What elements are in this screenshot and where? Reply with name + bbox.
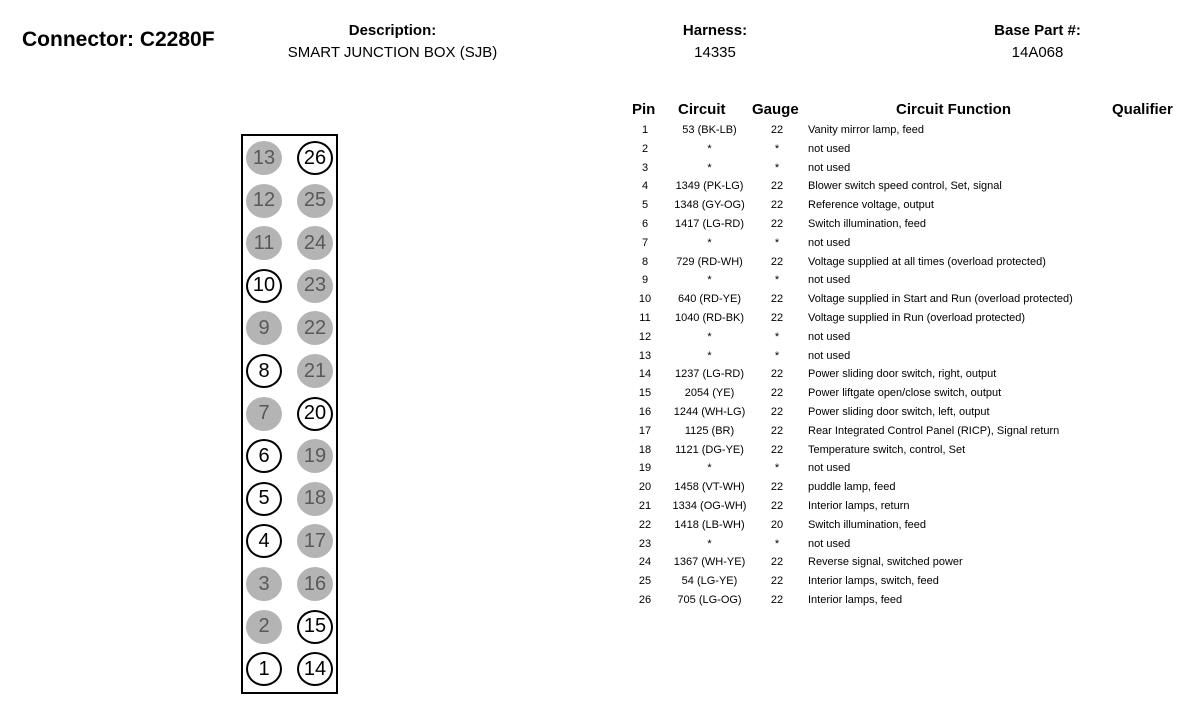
connector-pin-5: 5 [246,482,282,516]
row-21-wire-gauge: 22 [770,500,784,512]
description-value: SMART JUNCTION BOX (SJB) [287,44,498,61]
row-23-pin-number: 23 [638,537,652,550]
row-3-circuit-function: not used [808,161,851,174]
row-19-wire-gauge: * [774,462,780,475]
connector-title: Connector: C2280F [22,28,215,51]
row-1-pin-number: 1 [641,124,649,136]
row-16-circuit-code: 1244 (WH-LG) [673,406,746,418]
row-20-circuit-function: puddle lamp, feed [808,481,896,494]
header-circuit-function: Circuit Function [896,101,1011,118]
row-20-circuit-code: 1458 (VT-WH) [674,481,745,494]
harness-value: 14335 [694,44,736,61]
row-24-circuit-function: Reverse signal, switched power [808,556,963,569]
row-13-pin-number: 13 [638,349,652,362]
connector-pin-16: 16 [297,567,333,601]
connector-pin-9: 9 [246,311,282,345]
connector-pin-4: 4 [246,524,282,558]
row-9-wire-gauge: * [774,274,780,287]
row-13-circuit-code: * [707,349,712,362]
row-1-circuit-code: 53 (BK-LB) [682,124,737,136]
connector-pin-19: 19 [297,439,333,473]
row-19-pin-number: 19 [638,462,652,475]
row-5-wire-gauge: 22 [770,199,784,212]
connector-pin-20: 20 [297,397,333,431]
row-4-circuit-code: 1349 (PK-LG) [675,180,744,193]
row-3-wire-gauge: * [774,161,780,174]
row-9-circuit-function: not used [808,274,851,287]
connector-pin-1: 1 [246,652,282,686]
row-17-wire-gauge: 22 [770,424,784,437]
row-20-pin-number: 20 [638,481,652,494]
row-23-circuit-code: * [707,537,712,550]
base-part-value: 14A068 [1011,44,1064,61]
row-25-wire-gauge: 22 [770,575,784,588]
row-18-circuit-function: Temperature switch, control, Set [808,443,966,456]
header-circuit: Circuit [678,101,726,118]
row-15-circuit-code: 2054 (YE) [684,387,735,400]
row-4-pin-number: 4 [641,180,649,193]
connector-pin-3: 3 [246,567,282,601]
row-14-wire-gauge: 22 [770,368,784,381]
row-25-circuit-function: Interior lamps, switch, feed [808,575,939,588]
header-pin: Pin [632,101,656,118]
row-25-circuit-code: 54 (LG-YE) [681,575,738,588]
row-19-circuit-function: not used [808,462,851,475]
row-23-wire-gauge: * [774,537,780,550]
row-18-circuit-code: 1121 (DG-YE) [675,443,744,456]
connector-pin-2: 2 [246,610,282,644]
connector-pinout-diagram [241,134,338,694]
connector-pin-22: 22 [297,311,333,345]
connector-pin-24: 24 [297,226,333,260]
row-21-circuit-function: Interior lamps, return [808,500,910,512]
header-gauge: Gauge [752,101,799,118]
row-10-circuit-function: Voltage supplied in Start and Run (overload protected) [808,293,1073,306]
row-10-wire-gauge: 22 [770,293,784,306]
connector-pin-17: 17 [297,524,333,558]
row-10-circuit-code: 640 (RD-YE) [678,293,741,306]
row-14-circuit-code: 1237 (LG-RD) [674,368,745,381]
row-21-pin-number: 21 [638,500,652,512]
row-17-circuit-function: Rear Integrated Control Panel (RICP), Signal return [808,424,1060,437]
row-6-pin-number: 6 [641,218,649,230]
row-5-pin-number: 5 [641,199,649,212]
row-22-pin-number: 22 [638,518,652,531]
row-6-wire-gauge: 22 [770,218,784,230]
connector-pin-10: 10 [246,269,282,303]
row-14-pin-number: 14 [638,368,652,381]
row-25-pin-number: 25 [638,575,652,588]
row-18-wire-gauge: 22 [770,443,784,456]
row-8-pin-number: 8 [641,255,649,268]
row-12-circuit-code: * [707,330,712,343]
row-22-circuit-code: 1418 (LB-WH) [674,518,745,531]
row-18-pin-number: 18 [638,443,652,456]
row-5-circuit-code: 1348 (GY-OG) [674,199,745,212]
row-6-circuit-code: 1417 (LG-RD) [674,218,745,230]
row-12-circuit-function: not used [808,330,851,343]
connector-pin-15: 15 [297,610,333,644]
row-15-pin-number: 15 [638,387,652,400]
row-26-circuit-code: 705 (LG-OG) [677,594,742,606]
row-1-circuit-function: Vanity mirror lamp, feed [808,124,924,136]
row-23-circuit-function: not used [808,537,851,550]
harness-block [640,22,790,61]
row-11-pin-number: 11 [639,312,651,324]
row-26-circuit-function: Interior lamps, feed [808,594,903,606]
row-8-circuit-function: Voltage supplied at all times (overload protected) [808,255,1046,268]
description-label: Description: [348,22,437,39]
header-qualifier: Qualifier [1112,101,1173,118]
row-24-circuit-code: 1367 (WH-YE) [673,556,746,569]
row-8-circuit-code: 729 (RD-WH) [676,255,743,268]
row-7-wire-gauge: * [774,236,780,249]
row-16-wire-gauge: 22 [770,406,784,418]
connector-pin-11: 11 [246,226,282,260]
row-7-pin-number: 7 [641,236,649,249]
row-24-pin-number: 24 [638,556,652,569]
connector-pin-18: 18 [297,482,333,516]
row-5-circuit-function: Reference voltage, output [808,199,934,212]
row-16-circuit-function: Power sliding door switch, left, output [808,406,990,418]
row-24-wire-gauge: 22 [770,556,784,569]
row-17-pin-number: 17 [638,424,652,437]
connector-pin-13: 13 [246,141,282,175]
row-9-circuit-code: * [707,274,712,287]
row-10-pin-number: 10 [638,293,652,306]
row-3-circuit-code: * [707,161,712,174]
base-part-block [960,22,1115,61]
connector-pin-25: 25 [297,184,333,218]
row-20-wire-gauge: 22 [770,481,784,494]
row-13-circuit-function: not used [808,349,851,362]
row-6-circuit-function: Switch illumination, feed [808,218,927,230]
row-15-circuit-function: Power liftgate open/close switch, output [808,387,1002,400]
row-12-pin-number: 12 [638,330,652,343]
row-12-wire-gauge: * [774,330,780,343]
connector-pin-7: 7 [246,397,282,431]
row-3-pin-number: 3 [641,161,649,174]
row-26-pin-number: 26 [638,594,652,606]
row-22-circuit-function: Switch illumination, feed [808,518,927,531]
connector-pin-23: 23 [297,269,333,303]
row-11-circuit-code: 1040 (RD-BK) [674,312,745,324]
harness-label: Harness: [682,22,748,39]
row-19-circuit-code: * [707,462,712,475]
row-21-circuit-code: 1334 (OG-WH) [672,500,747,512]
row-9-pin-number: 9 [641,274,649,287]
row-2-pin-number: 2 [641,142,649,155]
row-17-circuit-code: 1125 (BR) [684,424,735,437]
description-block [275,22,510,61]
row-7-circuit-function: not used [808,236,851,249]
row-14-circuit-function: Power sliding door switch, right, output [808,368,997,381]
connector-pin-21: 21 [297,354,333,388]
connector-pin-12: 12 [246,184,282,218]
row-2-circuit-code: * [707,142,712,155]
row-16-pin-number: 16 [638,406,652,418]
row-8-wire-gauge: 22 [770,255,784,268]
connector-pin-6: 6 [246,439,282,473]
connector-pin-14: 14 [297,652,333,686]
row-2-circuit-function: not used [808,142,851,155]
row-4-circuit-function: Blower switch speed control, Set, signal [808,180,1002,193]
row-22-wire-gauge: 20 [770,518,784,531]
connector-pin-26: 26 [297,141,333,175]
row-13-wire-gauge: * [774,349,780,362]
row-11-circuit-function: Voltage supplied in Run (overload protected) [808,312,1026,324]
row-2-wire-gauge: * [774,142,780,155]
base-part-label: Base Part #: [994,22,1081,39]
connector-pin-8: 8 [246,354,282,388]
row-15-wire-gauge: 22 [770,387,784,400]
row-4-wire-gauge: 22 [770,180,784,193]
row-26-wire-gauge: 22 [770,594,784,606]
row-11-wire-gauge: 22 [770,312,784,324]
row-7-circuit-code: * [707,236,712,249]
row-1-wire-gauge: 22 [770,124,784,136]
